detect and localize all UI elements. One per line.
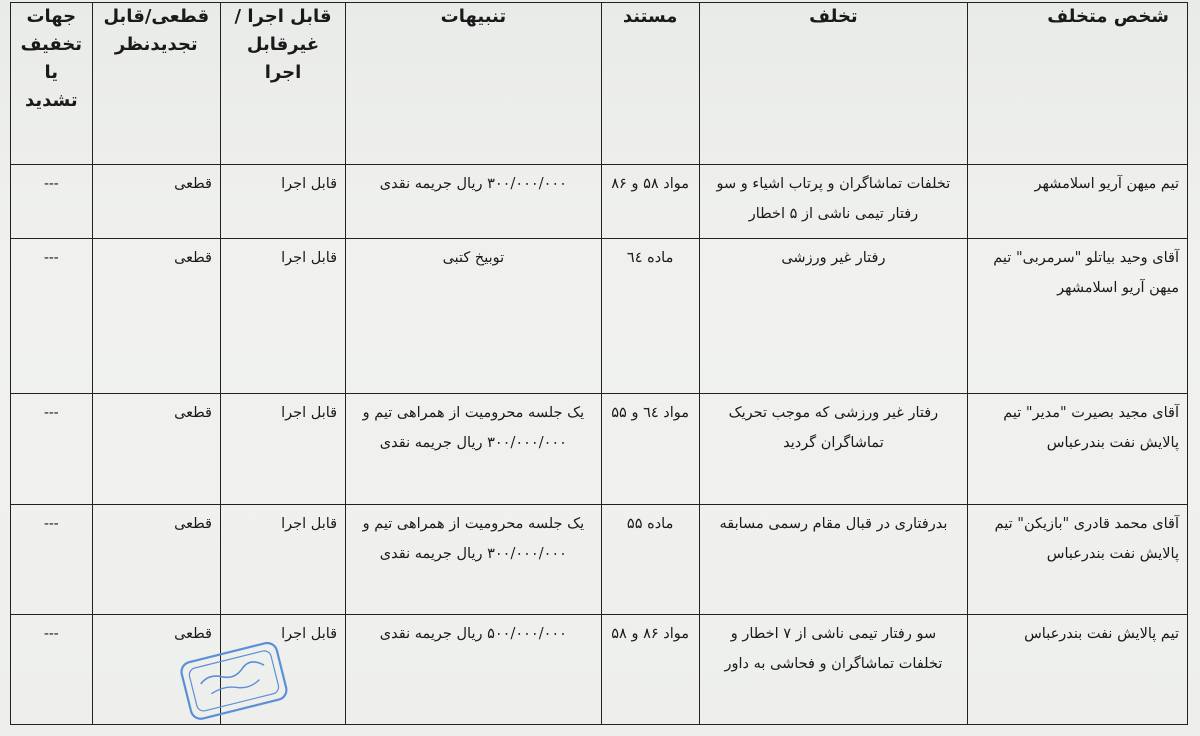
cell-person: آقای وحید بیاتلو "سرمربی" تیم میهن آریو اسلامشهر xyxy=(968,239,1188,394)
disciplinary-rulings-table xyxy=(10,2,1188,725)
cell-article: ماده ٦٤ xyxy=(601,239,699,394)
cell-penalty: یک جلسه محرومیت از همراهی تیم و ۳۰۰/۰۰۰/۰۰۰ ریال جریمه نقدی xyxy=(346,505,602,615)
cell-penalty: یک جلسه محرومیت از همراهی تیم و ۳۰۰/۰۰۰/۰۰۰ ریال جریمه نقدی xyxy=(346,394,602,505)
cell-finality: قطعی xyxy=(92,239,220,394)
cell-finality: قطعی xyxy=(92,165,220,239)
cell-article: مواد ۵۸ و ۸۶ xyxy=(601,165,699,239)
header-person: شخص متخلف xyxy=(968,3,1188,165)
header-row xyxy=(11,3,1188,165)
table-row xyxy=(11,505,1188,615)
table-row xyxy=(11,165,1188,239)
header-reduction: جهات تخفیف یا تشدید xyxy=(11,3,93,165)
header-penalty: تنبیهات xyxy=(346,3,602,165)
cell-reduction: --- xyxy=(11,165,93,239)
cell-person: تیم پالایش نفت بندرعباس xyxy=(968,615,1188,725)
cell-penalty: توبیخ کتبی xyxy=(346,239,602,394)
cell-offense: رفتار غیر ورزشی که موجب تحریک تماشاگران گردید xyxy=(699,394,968,505)
cell-reduction: --- xyxy=(11,615,93,725)
cell-executable: قابل اجرا xyxy=(220,239,345,394)
table-row xyxy=(11,394,1188,505)
header-executable: قابل اجرا /غیرقابل اجرا xyxy=(220,3,345,165)
header-offense: تخلف xyxy=(699,3,968,165)
cell-offense: تخلفات تماشاگران و پرتاب اشیاء و سو رفتار تیمی ناشی از ۵ اخطار xyxy=(699,165,968,239)
cell-offense: سو رفتار تیمی ناشی از ۷ اخطار و تخلفات تماشاگران و فحاشی به داور xyxy=(699,615,968,725)
cell-offense: بدرفتاری در قبال مقام رسمی مسابقه xyxy=(699,505,968,615)
cell-executable: قابل اجرا xyxy=(220,505,345,615)
cell-article: مواد ۸۶ و ۵۸ xyxy=(601,615,699,725)
cell-penalty: ۵۰۰/۰۰۰/۰۰۰ ریال جریمه نقدی xyxy=(346,615,602,725)
header-article: مستند xyxy=(601,3,699,165)
cell-reduction: --- xyxy=(11,505,93,615)
cell-executable: قابل اجرا xyxy=(220,165,345,239)
cell-offense: رفتار غیر ورزشی xyxy=(699,239,968,394)
table-row xyxy=(11,615,1188,725)
cell-article: مواد ٦٤ و ۵۵ xyxy=(601,394,699,505)
cell-person: تیم میهن آریو اسلامشهر xyxy=(968,165,1188,239)
cell-finality: قطعی xyxy=(92,505,220,615)
cell-penalty: ۳۰۰/۰۰۰/۰۰۰ ریال جریمه نقدی xyxy=(346,165,602,239)
cell-finality: قطعی xyxy=(92,615,220,725)
cell-article: ماده ۵۵ xyxy=(601,505,699,615)
cell-person: آقای محمد قادری "بازیکن" تیم پالایش نفت بندرعباس xyxy=(968,505,1188,615)
header-finality: قطعی/قابل تجدیدنظر xyxy=(92,3,220,165)
table-row xyxy=(11,239,1188,394)
cell-finality: قطعی xyxy=(92,394,220,505)
cell-person: آقای مجید بصیرت "مدیر" تیم پالایش نفت بندرعباس xyxy=(968,394,1188,505)
cell-executable: قابل اجرا xyxy=(220,394,345,505)
cell-reduction: --- xyxy=(11,394,93,505)
cell-executable: قابل اجرا xyxy=(220,615,345,725)
cell-reduction: --- xyxy=(11,239,93,394)
